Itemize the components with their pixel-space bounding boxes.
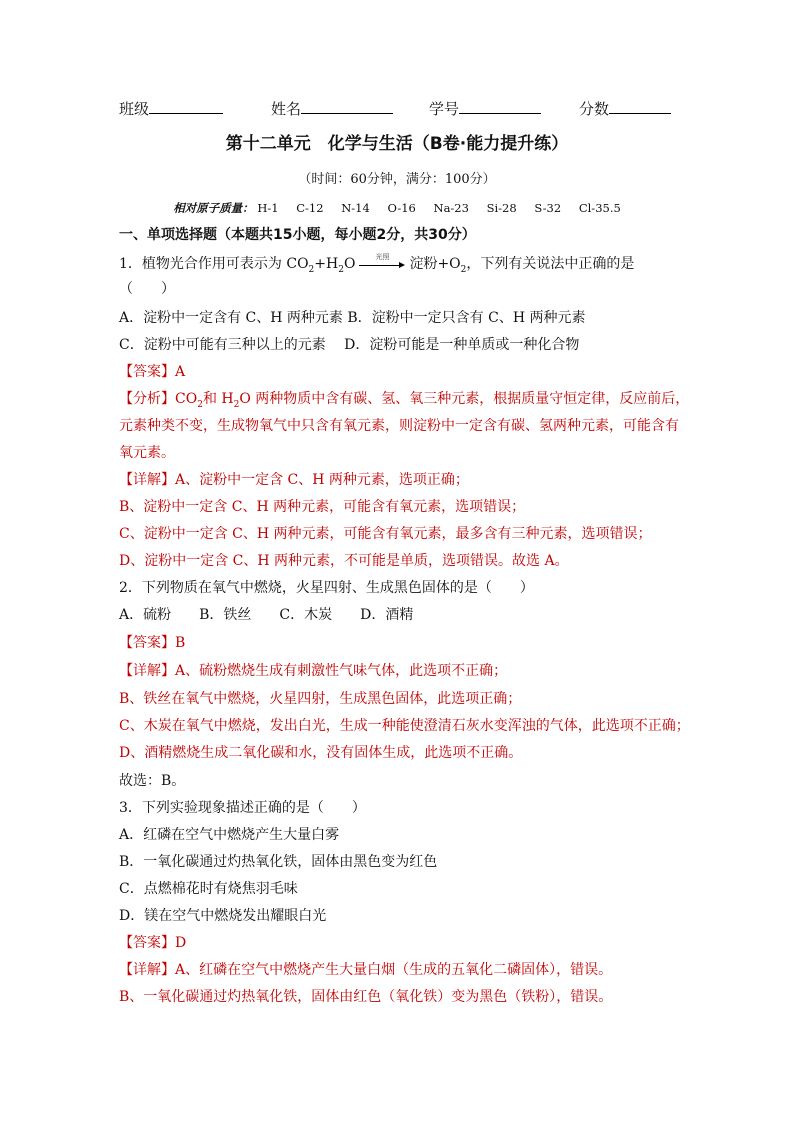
atomic-mass-value: N-14 bbox=[341, 201, 370, 215]
atomic-mass-value: H-1 bbox=[257, 201, 279, 215]
question-1-answer: 【答案】A bbox=[119, 364, 186, 380]
name-blank bbox=[301, 99, 393, 114]
atomic-masses-label: 相对原子质量： bbox=[173, 201, 254, 215]
question-1-detail-d: D、淀粉中一定含 C、H 两种元素，不可能是单质，选项错误。故选 A。 bbox=[119, 553, 569, 569]
question-3-option-d: D．镁在空气中燃烧发出耀眼白光 bbox=[119, 908, 327, 924]
question-2-detail-d: D、酒精燃烧生成二氧化碳和水，没有固体生成，此选项不正确。 bbox=[119, 745, 523, 761]
score-blank bbox=[609, 99, 671, 114]
question-1-detail-b: B、淀粉中一定含 C、H 两种元素，可能含有氧元素，选项错误； bbox=[119, 499, 526, 515]
question-3-detail-a: 【详解】A、红磷在空气中燃烧产生大量白烟（生成的五氧化二磷固体），错误。 bbox=[119, 962, 613, 978]
atomic-mass-value: O-16 bbox=[387, 201, 416, 215]
question-3-answer: 【答案】D bbox=[119, 935, 187, 951]
atomic-mass-value: Na-23 bbox=[433, 201, 469, 215]
question-1-analysis-line3: 氧元素。 bbox=[119, 445, 175, 461]
atomic-mass-value: Cl-35.5 bbox=[578, 201, 621, 215]
question-2-detail-b: B、铁丝在氧气中燃烧，火星四射，生成黑色固体，此选项正确； bbox=[119, 691, 522, 707]
reaction-arrow bbox=[359, 253, 405, 271]
id-blank bbox=[459, 99, 541, 114]
question-1-analysis: 【分析】$CO_2$和 $H_2O$ 两种物质中含有碳、氢、氧三种元素，根据质量守恒定律，反应前后， bbox=[119, 391, 690, 410]
page-title: 第十二单元 化学与生活（B卷·能力提升练） bbox=[225, 134, 569, 154]
question-2-options: A．硫粉 B．铁丝 C．木炭 D．酒精 bbox=[119, 607, 414, 623]
question-3-detail-b: B、一氧化碳通过灼热氧化铁，固体由红色（氧化铁）变为黑色（铁粉），错误。 bbox=[119, 989, 613, 1005]
question-2-detail-c: C、木炭在氧气中燃烧，发出白光，生成一种能使澄清石灰水变浑浊的气体，此选项不正确； bbox=[119, 718, 690, 734]
student-id-field: 学号 bbox=[429, 97, 541, 121]
question-3-stem: 3．下列实验现象描述正确的是（ ） bbox=[119, 800, 366, 816]
question-3-option-b: B．一氧化碳通过灼热氧化铁，固体由黑色变为红色 bbox=[119, 854, 438, 870]
reaction-condition: 光照 bbox=[375, 253, 390, 261]
question-1-analysis-line2: 元素种类不变，生成物氧气中只含有氧元素，则淀粉中一定含有碳、氢两种元素，可能含有 bbox=[119, 418, 679, 434]
section-heading: 一、单项选择题（本题共15小题，每小题2分，共30分） bbox=[119, 227, 476, 243]
atomic-mass-value: Si-28 bbox=[486, 201, 517, 215]
question-1-stem: 1．植物光合作用可表示为 $CO_2+H_2O$ 光照 淀粉$+O_2$，下列有关说法中正确的是 bbox=[119, 253, 635, 275]
question-2-detail-a: 【详解】A、硫粉燃烧生成有刺激性气味气体，此选项不正确； bbox=[119, 663, 508, 679]
question-2-answer: 【答案】B bbox=[119, 635, 186, 651]
name-field: 姓名 bbox=[271, 97, 393, 121]
atomic-masses bbox=[0, 199, 794, 217]
question-1-detail-a: 【详解】A、淀粉中一定含 C、H 两种元素，选项正确； bbox=[119, 472, 469, 488]
score-field: 分数 bbox=[579, 97, 671, 121]
question-2-stem: 2．下列物质在氧气中燃烧，火星四射、生成黑色固体的是（ ） bbox=[119, 580, 534, 596]
question-2-conclusion: 故选：B。 bbox=[119, 773, 186, 789]
question-3-option-c: C．点燃棉花时有烧焦羽毛味 bbox=[119, 881, 298, 897]
class-field: 班级 bbox=[119, 97, 223, 121]
question-3-option-a: A．红磷在空气中燃烧产生大量白雾 bbox=[119, 827, 340, 843]
question-1-detail-c: C、淀粉中一定含 C、H 两种元素，可能含有氧元素，最多含有三种元素，选项错误； bbox=[119, 526, 652, 542]
question-1-options-ab: A．淀粉中一定含有 C、H 两种元素 B．淀粉中一定只含有 C、H 两种元素 bbox=[119, 310, 586, 326]
class-blank bbox=[149, 99, 223, 114]
question-1-paren: （ ） bbox=[119, 281, 175, 297]
question-1-options-cd: C．淀粉中可能有三种以上的元素 D．淀粉可能是一种单质或一种化合物 bbox=[119, 337, 580, 353]
atomic-mass-value: S-32 bbox=[534, 201, 562, 215]
atomic-mass-value: C-12 bbox=[296, 201, 324, 215]
time-score-subtitle: （时间：60分钟，满分：100分） bbox=[298, 172, 496, 187]
